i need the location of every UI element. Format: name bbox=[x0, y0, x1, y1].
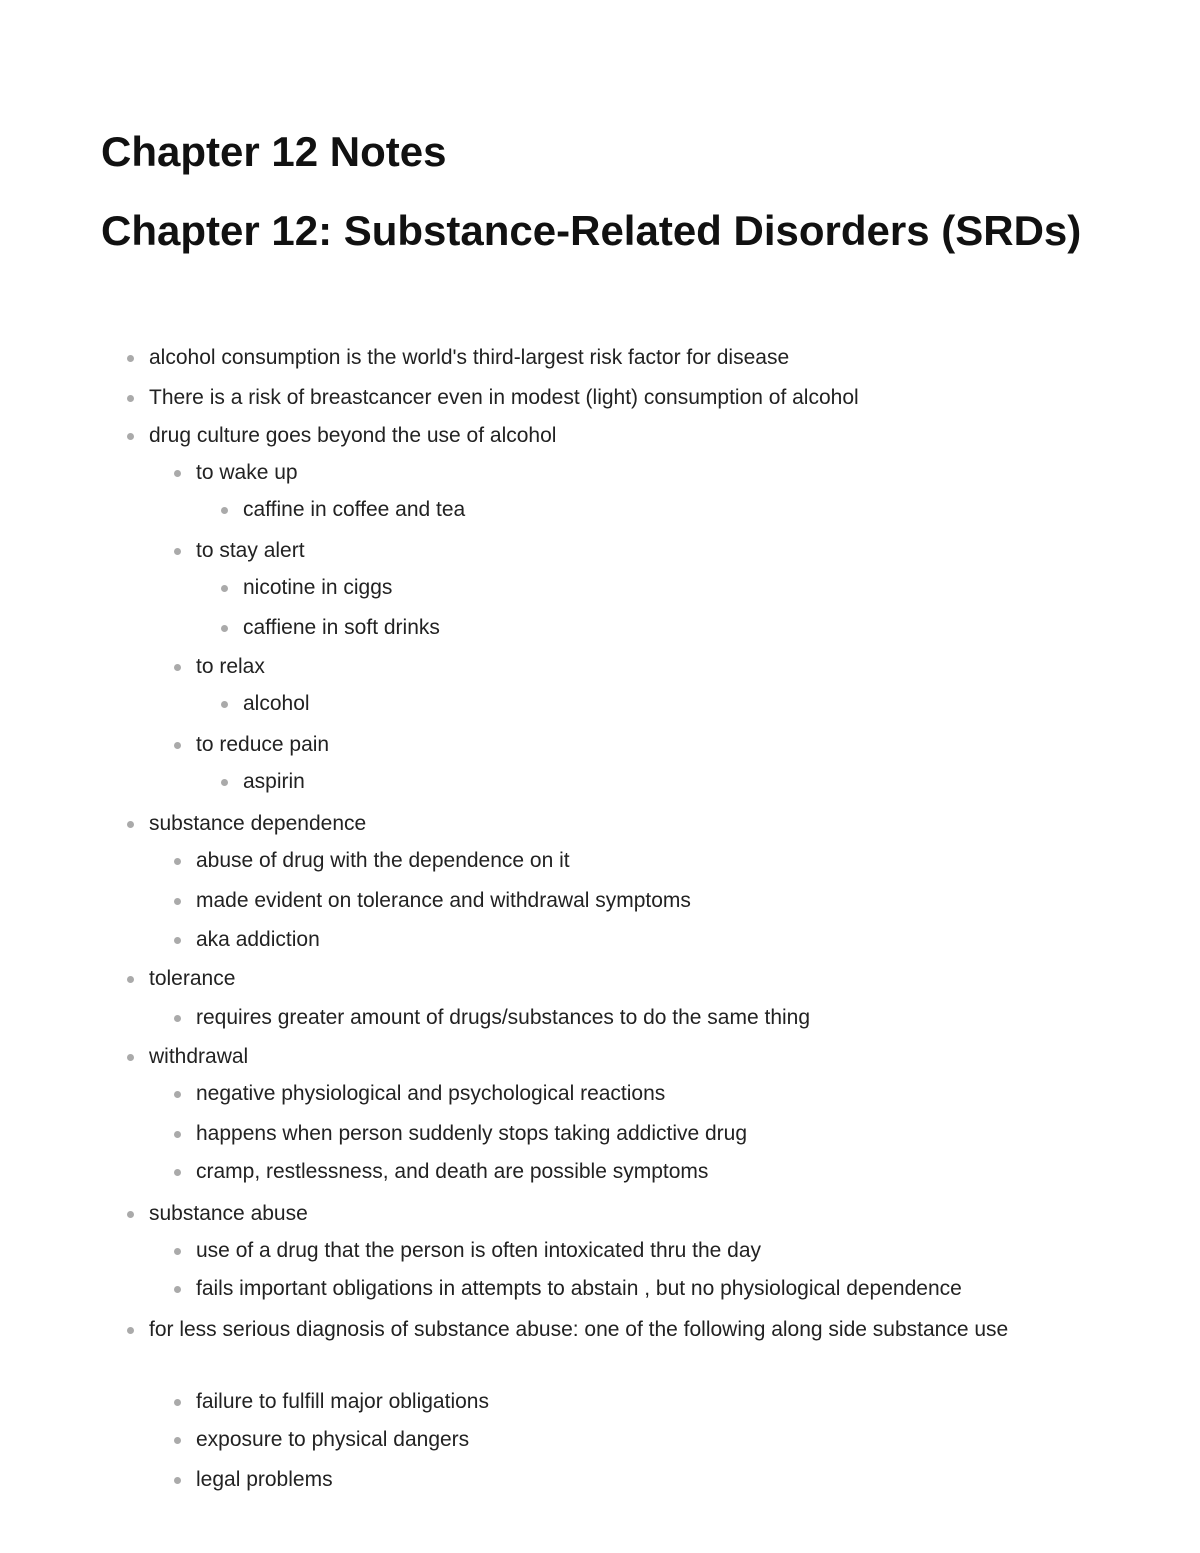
bullet-icon bbox=[221, 779, 228, 786]
bullet-icon bbox=[174, 898, 181, 905]
bullet-icon bbox=[174, 1131, 181, 1138]
list-item: happens when person suddenly stops taking addictive drug bbox=[196, 1116, 747, 1152]
list-item: use of a drug that the person is often intoxicated thru the day bbox=[196, 1233, 761, 1269]
bullet-icon bbox=[174, 742, 181, 749]
bullet-icon bbox=[174, 858, 181, 865]
bullet-icon bbox=[127, 1054, 134, 1061]
bullet-icon bbox=[221, 625, 228, 632]
list-item: fails important obligations in attempts to abstain , but no physiological dependence bbox=[196, 1271, 962, 1307]
bullet-icon bbox=[127, 355, 134, 362]
list-item: substance dependence bbox=[149, 806, 366, 842]
list-item: tolerance bbox=[149, 961, 235, 997]
bullet-icon bbox=[127, 1327, 134, 1334]
bullet-icon bbox=[174, 1169, 181, 1176]
bullet-icon bbox=[174, 1286, 181, 1293]
bullet-icon bbox=[174, 548, 181, 555]
bullet-icon bbox=[174, 937, 181, 944]
list-item: There is a risk of breastcancer even in modest (light) consumption of alcohol bbox=[149, 380, 859, 416]
list-item: drug culture goes beyond the use of alcohol bbox=[149, 418, 556, 454]
list-item: caffiene in soft drinks bbox=[243, 610, 440, 646]
list-item: to reduce pain bbox=[196, 727, 329, 763]
list-item: to stay alert bbox=[196, 533, 305, 569]
list-item: nicotine in ciggs bbox=[243, 570, 392, 606]
list-item: substance abuse bbox=[149, 1196, 308, 1232]
list-item: requires greater amount of drugs/substances to do the same thing bbox=[196, 1000, 810, 1036]
bullet-icon bbox=[127, 433, 134, 440]
bullet-icon bbox=[174, 470, 181, 477]
list-item: for less serious diagnosis of substance abuse: one of the following along side substance use bbox=[149, 1312, 1089, 1348]
bullet-icon bbox=[174, 1437, 181, 1444]
bullet-icon bbox=[127, 395, 134, 402]
page-title: Chapter 12 Notes bbox=[101, 128, 447, 175]
bullet-icon bbox=[221, 507, 228, 514]
bullet-icon bbox=[127, 1211, 134, 1218]
bullet-icon bbox=[174, 1248, 181, 1255]
bullet-icon bbox=[174, 1015, 181, 1022]
chapter-heading: Chapter 12: Substance-Related Disorders (SRDs) bbox=[101, 207, 1082, 254]
list-item: negative physiological and psychological reactions bbox=[196, 1076, 665, 1112]
bullet-icon bbox=[174, 1477, 181, 1484]
bullet-icon bbox=[221, 585, 228, 592]
list-item: caffine in coffee and tea bbox=[243, 492, 465, 528]
list-item: legal problems bbox=[196, 1462, 333, 1498]
list-item: aka addiction bbox=[196, 922, 320, 958]
list-item: withdrawal bbox=[149, 1039, 248, 1075]
bullet-icon bbox=[221, 701, 228, 708]
bullet-icon bbox=[174, 1091, 181, 1098]
bullet-icon bbox=[174, 664, 181, 671]
list-item: abuse of drug with the dependence on it bbox=[196, 843, 570, 879]
list-item: to relax bbox=[196, 649, 265, 685]
list-item: to wake up bbox=[196, 455, 298, 491]
list-item: alcohol consumption is the world's third-largest risk factor for disease bbox=[149, 340, 789, 376]
list-item: made evident on tolerance and withdrawal symptoms bbox=[196, 883, 691, 919]
list-item: aspirin bbox=[243, 764, 305, 800]
bullet-icon bbox=[174, 1399, 181, 1406]
list-item: exposure to physical dangers bbox=[196, 1422, 469, 1458]
list-item: failure to fulfill major obligations bbox=[196, 1384, 489, 1420]
list-item: cramp, restlessness, and death are possible symptoms bbox=[196, 1154, 708, 1190]
bullet-icon bbox=[127, 976, 134, 983]
list-item: alcohol bbox=[243, 686, 310, 722]
bullet-icon bbox=[127, 821, 134, 828]
